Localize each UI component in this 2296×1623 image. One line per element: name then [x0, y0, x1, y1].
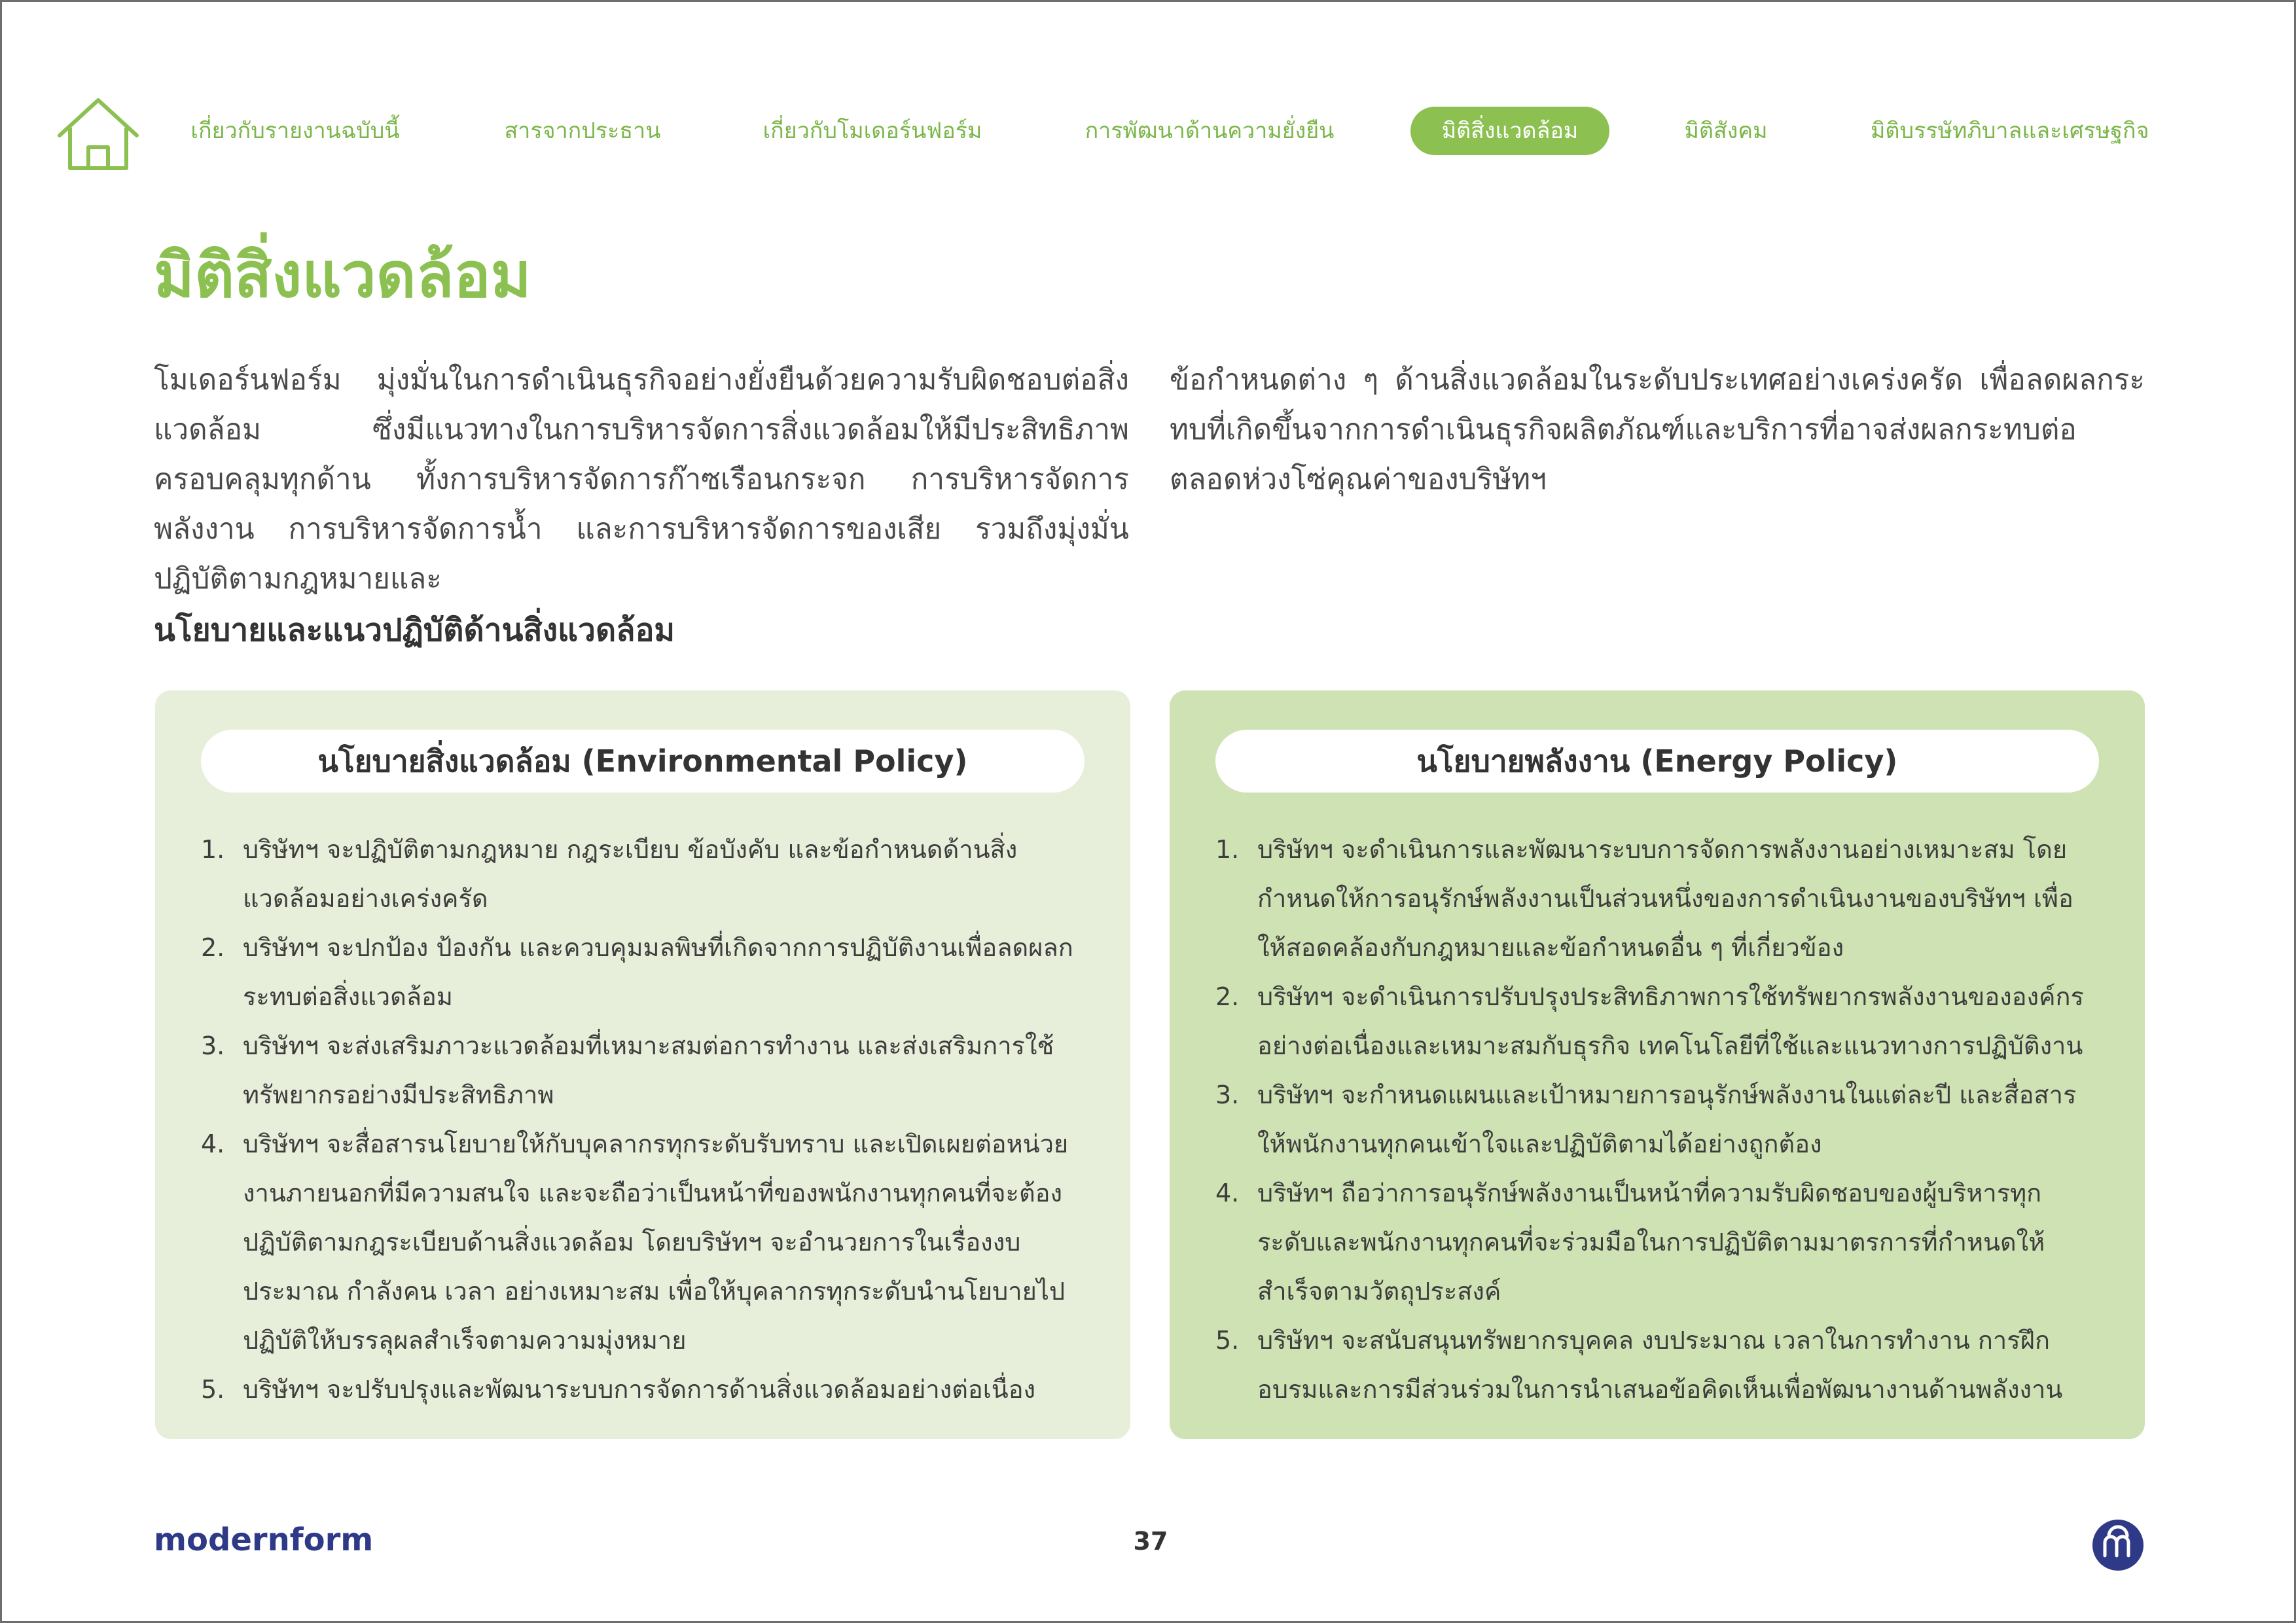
list-item-text: บริษัทฯ จะปกป้อง ป้องกัน และควบคุมมลพิษที่เกิดจากการปฏิบัติงานเพื่อลดผลกระทบต่อสิ่งแวดล้อม	[243, 933, 1073, 1011]
list-item-text: บริษัทฯ จะดำเนินการและพัฒนาระบบการจัดการพลังงานอย่างเหมาะสม โดยกำหนดให้การอนุรักษ์พลังงานเป็นส่วนหนึ่งของการดำเนินงานของบริษัทฯ เพื่อให้สอดคล้องกับกฎหมายและข้อกำหนดอื่น ๆ ที่เกี่ยวข้อง	[1257, 835, 2073, 962]
list-item-number: 5.	[1215, 1326, 1240, 1355]
list-item-number: 5.	[201, 1375, 225, 1404]
list-item	[1215, 972, 2099, 1071]
list-item	[1215, 825, 2099, 972]
list-item	[1215, 1169, 2099, 1316]
energy-policy-list	[1215, 825, 2099, 1414]
list-item-number: 1.	[201, 835, 225, 864]
list-item-text: บริษัทฯ ถือว่าการอนุรักษ์พลังงานเป็นหน้าที่ความรับผิดชอบของผู้บริหารทุกระดับและพนักงานทุกคนที่จะร่วมมือในการปฏิบัติตามมาตรการที่กำหนดให้สำเร็จตามวัตถุประสงค์	[1257, 1179, 2045, 1306]
list-item-text: บริษัทฯ จะปรับปรุงและพัฒนาระบบการจัดการด้านสิ่งแวดล้อมอย่างต่อเนื่อง	[243, 1375, 1036, 1404]
modernform-m-icon	[2092, 1519, 2144, 1571]
list-item-number: 2.	[1215, 982, 1240, 1011]
environmental-policy-title: นโยบายสิ่งแวดล้อม (Environmental Policy)	[201, 730, 1085, 793]
list-item	[1215, 1071, 2099, 1169]
list-item-text: บริษัทฯ จะส่งเสริมภาวะแวดล้อมที่เหมาะสมต่อการทำงาน และส่งเสริมการใช้ทรัพยากรอย่างมีประสิทธิภาพ	[243, 1031, 1054, 1109]
nav-tab-social[interactable]: มิติสังคม	[1684, 118, 1768, 144]
list-item	[201, 1022, 1085, 1120]
page-number: 37	[1133, 1527, 1168, 1556]
list-item-number: 3.	[201, 1031, 225, 1060]
list-item-text: บริษัทฯ จะกำหนดแผนและเป้าหมายการอนุรักษ์พลังงานในแต่ละปี และสื่อสารให้พนักงานทุกคนเข้าใจและปฏิบัติตามได้อย่างถูกต้อง	[1257, 1080, 2077, 1158]
list-item-text: บริษัทฯ จะดำเนินการปรับปรุงประสิทธิภาพการใช้ทรัพยากรพลังงานขององค์กรอย่างต่อเนื่องและเหมาะสมกับธุรกิจ เทคโนโลยีที่ใช้และแนวทางการปฏิบัติงาน	[1257, 982, 2084, 1060]
environmental-policy-list	[201, 825, 1085, 1414]
section-title: นโยบายและแนวปฏิบัติด้านสิ่งแวดล้อม	[154, 612, 675, 649]
list-item-number: 2.	[201, 933, 225, 962]
nav-tab-governance-economy[interactable]: มิติบรรษัทภิบาลและเศรษฐกิจ	[1871, 118, 2149, 144]
energy-policy-card	[1170, 690, 2145, 1439]
list-item	[201, 1120, 1085, 1365]
modernform-logo: modernform	[154, 1522, 374, 1558]
list-item-number: 4.	[1215, 1179, 1240, 1207]
list-item-number: 1.	[1215, 835, 1240, 864]
list-item-number: 4.	[201, 1130, 225, 1158]
environmental-policy-card	[155, 690, 1130, 1439]
page-title: มิติสิ่งแวดล้อม	[154, 240, 531, 312]
nav-tab-about-report[interactable]: เกี่ยวกับรายงานฉบับนี้	[190, 118, 400, 144]
list-item	[201, 923, 1085, 1022]
intro-paragraph-left: โมเดอร์นฟอร์ม มุ่งมั่นในการดำเนินธุรกิจอย่างยั่งยืนด้วยความรับผิดชอบต่อสิ่งแวดล้อม ซึ่งมีแนวทางในการบริหารจัดการสิ่งแวดล้อมให้มีประสิทธิภาพครอบคลุมทุกด้าน ทั้งการบริหารจัดการก๊าซเรือนกระจก การบริหารจัดการพลังงาน การบริหารจัดการน้ำ และการบริหารจัดการของเสีย รวมถึงมุ่งมั่นปฏิบัติตามกฎหมายและ	[154, 363, 1129, 596]
list-item	[201, 825, 1085, 923]
list-item	[201, 1365, 1085, 1414]
nav-tab-about-modernform[interactable]: เกี่ยวกับโมเดอร์นฟอร์ม	[762, 118, 982, 144]
home-icon[interactable]	[56, 95, 141, 173]
nav-tab-chairman-message[interactable]: สารจากประธาน	[504, 118, 661, 144]
list-item	[1215, 1316, 2099, 1414]
list-item-text: บริษัทฯ จะสนับสนุนทรัพยากรบุคคล งบประมาณ เวลาในการทำงาน การฝึกอบรมและการมีส่วนร่วมในการนำเสนอข้อคิดเห็นเพื่อพัฒนางานด้านพลังงาน	[1257, 1326, 2063, 1404]
nav-tab-environment[interactable]: มิติสิ่งแวดล้อม	[1410, 107, 1609, 155]
energy-policy-title: นโยบายพลังงาน (Energy Policy)	[1215, 730, 2099, 793]
intro-paragraph-right: ข้อกำหนดต่าง ๆ ด้านสิ่งแวดล้อมในระดับประเทศอย่างเคร่งครัด เพื่อลดผลกระทบที่เกิดขึ้นจากการดำเนินธุรกิจผลิตภัณฑ์และบริการที่อาจส่งผลกระทบต่อตลอดห่วงโซ่คุณค่าของบริษัทฯ	[1170, 363, 2145, 496]
list-item-number: 3.	[1215, 1080, 1240, 1109]
list-item-text: บริษัทฯ จะปฏิบัติตามกฎหมาย กฎระเบียบ ข้อบังคับ และข้อกำหนดด้านสิ่งแวดล้อมอย่างเคร่งครัด	[243, 835, 1018, 913]
nav-tab-sustainability[interactable]: การพัฒนาด้านความยั่งยืน	[1085, 118, 1335, 144]
list-item-text: บริษัทฯ จะสื่อสารนโยบายให้กับบุคลากรทุกระดับรับทราบ และเปิดเผยต่อหน่วยงานภายนอกที่มีความสนใจ และจะถือว่าเป็นหน้าที่ของพนักงานทุกคนที่จะต้องปฏิบัติตามกฎระเบียบด้านสิ่งแวดล้อม โดยบริษัทฯ จะอำนวยการในเรื่องงบประมาณ กำลังคน เวลา อย่างเหมาะสม เพื่อให้บุคลากรทุกระดับนำนโยบายไปปฏิบัติให้บรรลุผลสำเร็จตามความมุ่งหมาย	[243, 1130, 1069, 1355]
